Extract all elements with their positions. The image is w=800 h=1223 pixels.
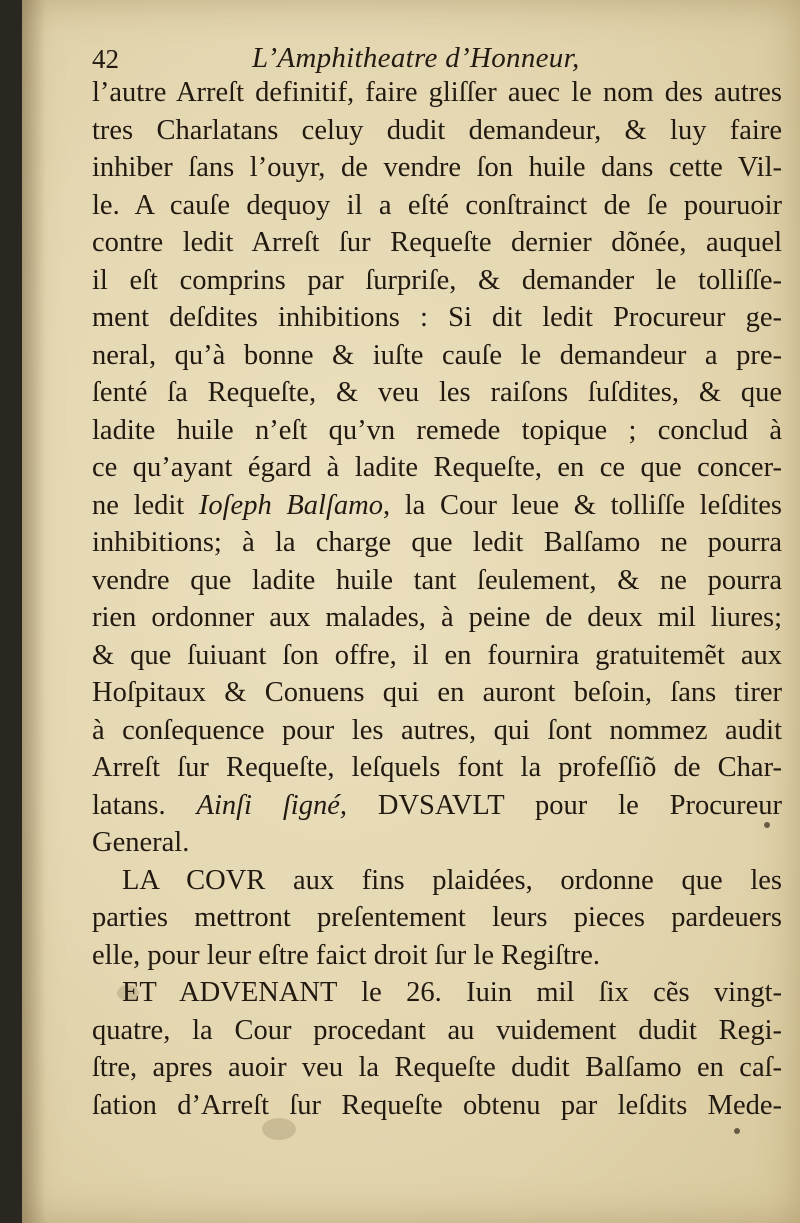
text-line bbox=[92, 787, 782, 825]
text-segment: Arreſt ſur Requeſte, leſquels font la profeſſiõ de Char- bbox=[92, 752, 782, 783]
text-segment: il eſt comprins par ſurpriſe, & demander le tolliſſe- bbox=[92, 264, 782, 296]
text-segment: ment deſdites inhibitions : Si dit ledit Procureur ge- bbox=[92, 302, 782, 333]
italic-text: Ainſi ſigné, bbox=[196, 789, 347, 821]
text-segment: ſation d’Arreſt ſur Requeſte obtenu par leſdits Mede- bbox=[92, 1089, 782, 1121]
text-line bbox=[92, 562, 782, 600]
text-line bbox=[92, 1012, 782, 1050]
text-segment: inhibitions; à la charge que ledit Balſamo ne pourra bbox=[92, 527, 782, 558]
text-segment: inhiber ſans l’ouyr, de vendre ſon huile dans cette Vil- bbox=[92, 152, 782, 183]
text-line bbox=[92, 749, 782, 787]
text-line bbox=[92, 487, 782, 525]
text-segment: ce qu’ayant égard à ladite Requeſte, en ce que concer- bbox=[92, 452, 782, 483]
text-line bbox=[92, 262, 782, 300]
text-line bbox=[92, 824, 782, 862]
text-segment: , la Cour leue & tolliſſe leſdites bbox=[382, 489, 782, 521]
text-segment: parties mettront preſentement leurs pieces pardeuers bbox=[92, 902, 782, 933]
text-segment: à conſequence pour les autres, qui ſont nommez audit bbox=[92, 714, 782, 746]
text-segment: vendre que ladite huile tant ſeulement, & ne pourra bbox=[92, 564, 782, 596]
text-line bbox=[92, 449, 782, 487]
text-line bbox=[92, 674, 782, 712]
italic-text: Ioſeph Balſamo bbox=[198, 489, 383, 521]
text-line bbox=[92, 862, 782, 900]
text-line bbox=[92, 299, 782, 337]
book-page bbox=[22, 0, 800, 1223]
text-line bbox=[92, 374, 782, 412]
text-segment: elle, pour leur eſtre faict droit ſur le Regiſtre. bbox=[92, 939, 601, 971]
text-segment: ne ledit bbox=[92, 489, 199, 521]
text-segment: neral, qu’à bonne & iuſte cauſe le demandeur a pre- bbox=[92, 339, 782, 371]
text-line bbox=[92, 187, 782, 225]
text-segment: contre ledit Arreſt ſur Requeſte dernier dõnée, auquel bbox=[92, 227, 782, 258]
text-line bbox=[92, 412, 782, 450]
text-segment: ſenté ſa Requeſte, & veu les raiſons ſuſdites, & que bbox=[92, 377, 782, 408]
text-segment: Hoſpitaux & Conuens qui en auront beſoin, ſans tirer bbox=[92, 677, 782, 708]
text-line bbox=[92, 1049, 782, 1087]
text-line bbox=[92, 112, 782, 150]
text-line bbox=[92, 337, 782, 375]
text-segment: ET ADVENANT le 26. Iuin mil ſix cẽs vingt- bbox=[122, 977, 782, 1008]
text-line bbox=[92, 637, 782, 675]
text-segment: quatre, la Cour procedant au vuidement dudit Regi- bbox=[92, 1014, 782, 1046]
text-line bbox=[92, 524, 782, 562]
text-line bbox=[92, 224, 782, 262]
text-line bbox=[92, 74, 782, 112]
text-segment: le. A cauſe dequoy il a eſté conſtrainct de ſe pouruoir bbox=[92, 189, 782, 221]
page-number: 42 bbox=[92, 44, 119, 74]
text-line bbox=[92, 712, 782, 750]
running-head: L’Amphitheatre d’Honneur, bbox=[252, 42, 580, 74]
body-text bbox=[92, 74, 782, 1124]
text-segment: tres Charlatans celuy dudit demandeur, & luy faire bbox=[92, 114, 782, 146]
text-line bbox=[92, 149, 782, 187]
text-segment: DVSAVLT pour le Procureur bbox=[346, 789, 782, 821]
text-line bbox=[92, 599, 782, 637]
text-segment: latans. bbox=[92, 789, 197, 821]
text-segment: ladite huile n’eſt qu’vn remede topique ; conclud à bbox=[92, 414, 782, 446]
text-segment: LA COVR aux fins plaidées, ordonne que les bbox=[122, 864, 782, 896]
text-line bbox=[92, 899, 782, 937]
ink-dot bbox=[734, 1128, 740, 1134]
text-segment: General. bbox=[92, 827, 190, 858]
text-segment: rien ordonner aux malades, à peine de deux mil liures; bbox=[92, 602, 782, 633]
text-line bbox=[92, 974, 782, 1012]
text-segment: ſtre, apres auoir veu la Requeſte dudit Balſamo en caſ- bbox=[92, 1052, 782, 1083]
text-line bbox=[92, 1087, 782, 1125]
text-line bbox=[92, 937, 782, 975]
text-segment: l’autre Arreſt definitif, faire gliſſer auec le nom des autres bbox=[92, 77, 782, 108]
text-segment: & que ſuiuant ſon offre, il en fournira gratuitemẽt aux bbox=[92, 639, 782, 671]
